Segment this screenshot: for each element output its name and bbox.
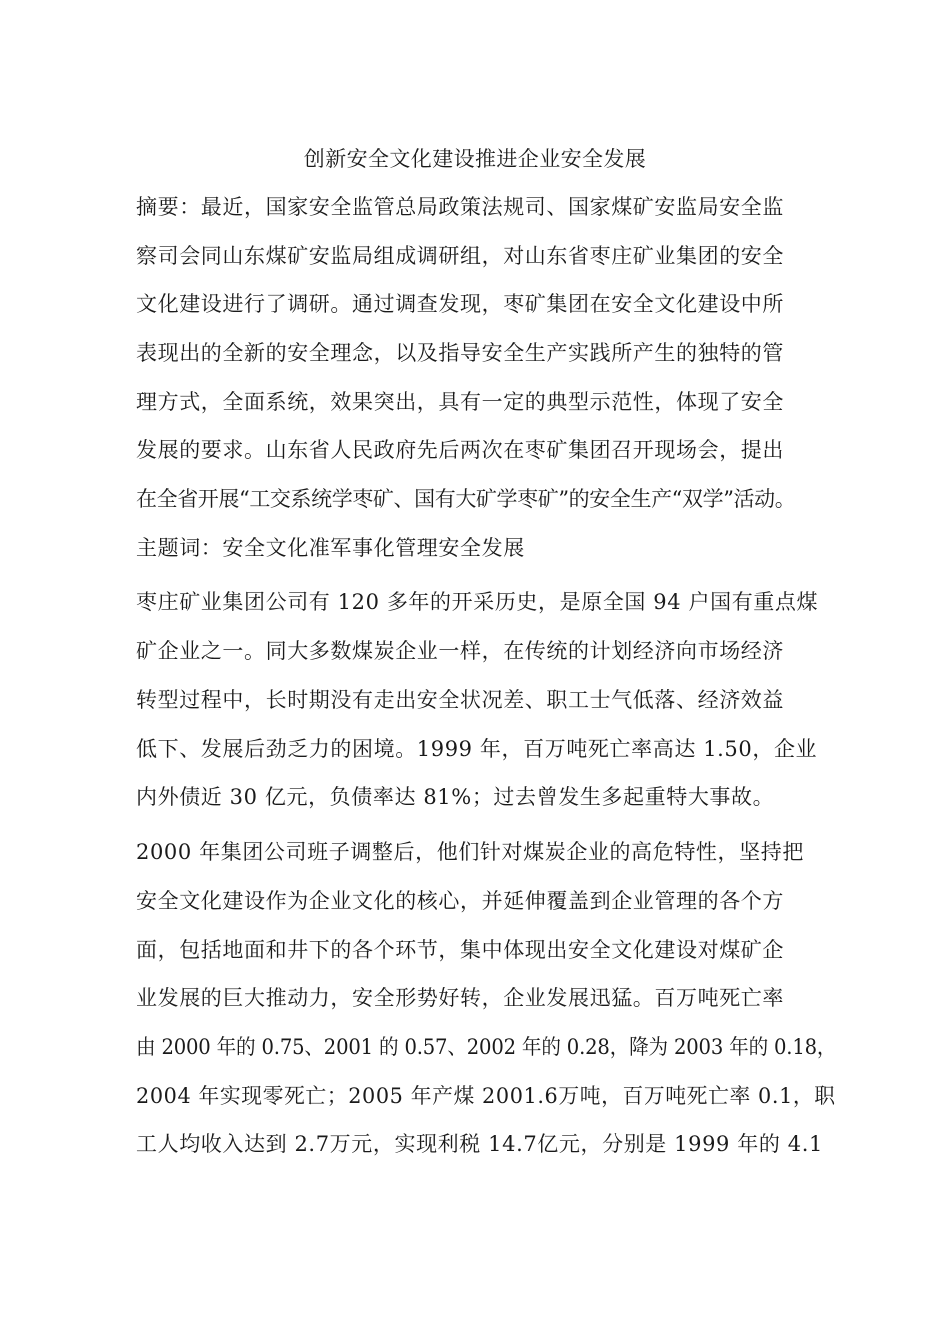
text-line: 枣庄矿业集团公司有 120 多年的开采历史，是原全国 94 户国有重点煤: [136, 590, 819, 614]
document-title: 创新安全文化建设推进企业安全发展: [303, 147, 647, 171]
text-line: 察司会同山东煤矿安监局组成调研组，对山东省枣庄矿业集团的安全: [136, 244, 784, 268]
text-line: 发展的要求。山东省人民政府先后两次在枣矿集团召开现场会，提出: [136, 438, 784, 462]
text-line: 表现出的全新的安全理念，以及指导安全生产实践所产生的独特的管: [136, 341, 784, 365]
text-line: 工人均收入达到 2.7万元，实现利税 14.7亿元，分别是 1999 年的 4.1: [136, 1132, 823, 1156]
text-line: 由 2000 年的 0.75、2001 的 0.57、2002 年的 0.28，降为 2003 年的 0.18，: [136, 1035, 837, 1059]
text-line: 转型过程中，长时期没有走出安全状况差、职工士气低落、经济效益: [136, 688, 784, 712]
text-line: 2004 年实现零死亡；2005 年产煤 2001.6万吨，百万吨死亡率 0.1，职: [136, 1084, 836, 1108]
text-line: 安全文化建设作为企业文化的核心，并延伸覆盖到企业管理的各个方: [136, 889, 784, 913]
text-line: 内外债近 30 亿元，负债率达 81%；过去曾发生多起重特大事故。: [136, 785, 775, 809]
text-line: 矿企业之一。同大多数煤炭企业一样，在传统的计划经济向市场经济: [136, 639, 784, 663]
text-line: 文化建设进行了调研。通过调查发现，枣矿集团在安全文化建设中所: [136, 292, 784, 316]
text-line: 低下、发展后劲乏力的困境。1999 年，百万吨死亡率高达 1.50，企业: [136, 737, 818, 761]
keywords-line: 主题词：安全文化准军事化管理安全发展: [136, 536, 525, 560]
text-line: 理方式，全面系统，效果突出，具有一定的典型示范性，体现了安全: [136, 390, 784, 414]
text-line: 面，包括地面和井下的各个环节，集中体现出安全文化建设对煤矿企: [136, 938, 784, 962]
text-line: 2000 年集团公司班子调整后，他们针对煤炭企业的高危特性，坚持把: [136, 840, 804, 864]
text-line: 摘要：最近，国家安全监管总局政策法规司、国家煤矿安监局安全监: [136, 195, 784, 219]
text-line: 在全省开展“工交系统学枣矿、国有大矿学枣矿”的安全生产“双学”活动。: [136, 487, 796, 511]
text-line: 业发展的巨大推动力，安全形势好转，企业发展迅猛。百万吨死亡率: [136, 986, 784, 1010]
